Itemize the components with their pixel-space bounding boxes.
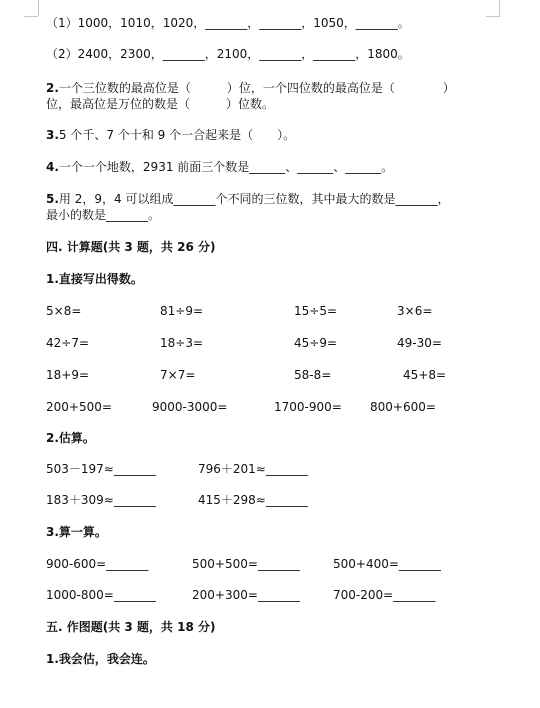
calc-1-cell: 45÷9=	[294, 336, 338, 350]
question-2-line-1	[46, 80, 455, 96]
calc-1-cell: 49-30=	[397, 336, 442, 350]
estimate-item: 415＋298≈_______	[198, 493, 308, 507]
calc-1-cell: 58-8=	[294, 368, 332, 382]
question-3-text: 5 个千、7 个十和 9 个一合起来是（ ）。	[58, 128, 296, 142]
calc-1-cell: 18÷3=	[160, 336, 204, 350]
question-2-text-1: 一个三位数的最高位是（ ）位，一个四位数的最高位是（ ）	[58, 81, 455, 95]
draw-1-title: 1.我会估，我会连。	[46, 652, 155, 666]
question-4-text: 一个一个地数，2931 前面三个数是______、______、______。	[58, 160, 394, 174]
calc-1-cell: 1700-900=	[274, 400, 342, 414]
calc-3-item: 900-600=_______	[46, 557, 149, 571]
calc-1-cell: 7×7=	[160, 368, 196, 382]
calc-3-item: 700-200=_______	[333, 588, 436, 602]
estimate-item: 183＋309≈_______	[46, 493, 156, 507]
calc-1-cell: 5×8=	[46, 304, 82, 318]
calc-3-title: 3.算一算。	[46, 525, 107, 539]
sequence-line-1: （1）1000，1010，1020，_______，_______，1050，_______。	[46, 16, 410, 30]
calc-1-cell: 9000-3000=	[152, 400, 228, 414]
calc-3-item: 500+500=_______	[192, 557, 300, 571]
calc-1-cell: 3×6=	[397, 304, 433, 318]
calc-1-cell: 45+8=	[403, 368, 447, 382]
calc-3-item: 1000-800=_______	[46, 588, 156, 602]
calc-1-cell: 800+600=	[370, 400, 436, 414]
calc-1-cell: 15÷5=	[294, 304, 338, 318]
estimate-item: 503－197≈_______	[46, 462, 156, 476]
question-2-number: 2.	[46, 81, 59, 95]
question-4-number: 4.	[46, 160, 59, 174]
page-corner-left-h	[24, 16, 38, 17]
estimate-item: 796＋201≈_______	[198, 462, 308, 476]
calc-1-cell: 42÷7=	[46, 336, 90, 350]
page-corner-left	[38, 0, 39, 16]
question-5-line-1	[46, 191, 449, 207]
calc-3-item: 500+400=_______	[333, 557, 441, 571]
calc-2-title: 2.估算。	[46, 431, 95, 445]
calc-1-title: 1.直接写出得数。	[46, 272, 143, 286]
section-5-title: 五. 作图题(共 3 题，共 18 分)	[46, 620, 216, 634]
page-corner-right-h	[486, 16, 500, 17]
calc-1-cell: 200+500=	[46, 400, 112, 414]
question-4	[46, 159, 393, 175]
question-2-line-2: 位，最高位是万位的数是（ ）位数。	[46, 97, 275, 111]
question-5-text-1: 用 2，9，4 可以组成_______个不同的三位数，其中最大的数是_______，	[58, 192, 450, 206]
question-3-number: 3.	[46, 128, 59, 142]
calc-1-cell: 18+9=	[46, 368, 90, 382]
question-3	[46, 127, 295, 143]
sequence-line-2: （2）2400，2300，_______，2100，_______，_______，1800。	[46, 47, 410, 61]
question-5-line-2: 最小的数是_______。	[46, 208, 161, 222]
calc-3-item: 200+300=_______	[192, 588, 300, 602]
page-corner-right	[499, 0, 500, 16]
section-4-title: 四. 计算题(共 3 题，共 26 分)	[46, 240, 216, 254]
question-5-number: 5.	[46, 192, 59, 206]
calc-1-cell: 81÷9=	[160, 304, 204, 318]
